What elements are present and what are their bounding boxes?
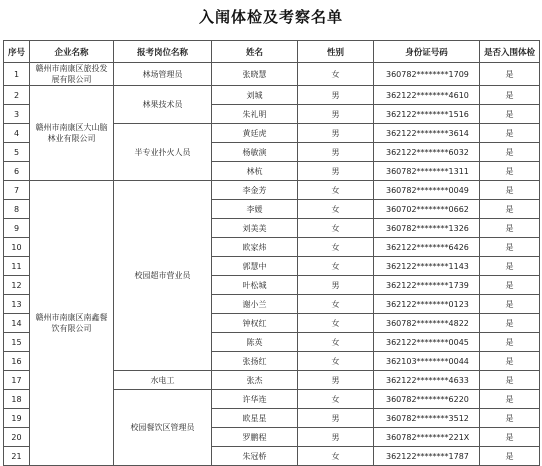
- id-cell: 360782********1311: [374, 162, 480, 181]
- gender-cell: 男: [298, 124, 374, 143]
- name-cell: 许华连: [212, 390, 298, 409]
- position-cell: 校园超市营业员: [114, 181, 212, 371]
- pass-cell: 是: [480, 428, 540, 447]
- row-no: 10: [4, 238, 30, 257]
- table-row: [4, 86, 540, 105]
- row-no: 18: [4, 390, 30, 409]
- position-cell: 林场管理员: [114, 63, 212, 86]
- row-no: 4: [4, 124, 30, 143]
- row-no: 9: [4, 219, 30, 238]
- pass-cell: 是: [480, 200, 540, 219]
- id-cell: 360702********0662: [374, 200, 480, 219]
- pass-cell: 是: [480, 352, 540, 371]
- pass-cell: 是: [480, 162, 540, 181]
- header-id: 身份证号码: [374, 41, 480, 63]
- pass-cell: 是: [480, 105, 540, 124]
- row-no: 5: [4, 143, 30, 162]
- name-cell: 刘美美: [212, 219, 298, 238]
- row-no: 1: [4, 63, 30, 86]
- gender-cell: 男: [298, 162, 374, 181]
- row-no: 21: [4, 447, 30, 466]
- pass-cell: 是: [480, 371, 540, 390]
- pass-cell: 是: [480, 181, 540, 200]
- row-no: 13: [4, 295, 30, 314]
- row-no: 17: [4, 371, 30, 390]
- id-cell: 362122********1787: [374, 447, 480, 466]
- name-cell: 陈英: [212, 333, 298, 352]
- name-cell: 林杭: [212, 162, 298, 181]
- pass-cell: 是: [480, 276, 540, 295]
- name-cell: 叶松城: [212, 276, 298, 295]
- pass-cell: 是: [480, 295, 540, 314]
- pass-cell: 是: [480, 86, 540, 105]
- table-row: [4, 63, 540, 86]
- name-cell: 张扬红: [212, 352, 298, 371]
- row-no: 6: [4, 162, 30, 181]
- row-no: 16: [4, 352, 30, 371]
- name-cell: 朱冠桥: [212, 447, 298, 466]
- id-cell: 362122********4610: [374, 86, 480, 105]
- id-cell: 362122********1143: [374, 257, 480, 276]
- name-cell: 郭慧中: [212, 257, 298, 276]
- gender-cell: 男: [298, 371, 374, 390]
- name-cell: 钟权红: [212, 314, 298, 333]
- company-cell: 赣州市南康区大山脑林业有限公司: [30, 86, 114, 181]
- pass-cell: 是: [480, 63, 540, 86]
- gender-cell: 男: [298, 428, 374, 447]
- id-cell: 362122********4633: [374, 371, 480, 390]
- id-cell: 360782********0049: [374, 181, 480, 200]
- company-cell: 赣州市南康区南鑫餐饮有限公司: [30, 181, 114, 466]
- id-cell: 362122********0045: [374, 333, 480, 352]
- name-cell: 李金芳: [212, 181, 298, 200]
- name-cell: 杨敏演: [212, 143, 298, 162]
- name-cell: 张杰: [212, 371, 298, 390]
- gender-cell: 男: [298, 143, 374, 162]
- name-cell: 张晓慧: [212, 63, 298, 86]
- pass-cell: 是: [480, 409, 540, 428]
- row-no: 8: [4, 200, 30, 219]
- id-cell: 362122********1739: [374, 276, 480, 295]
- pass-cell: 是: [480, 390, 540, 409]
- company-cell: 赣州市南康区旅投发展有限公司: [30, 63, 114, 86]
- id-cell: 362122********1516: [374, 105, 480, 124]
- pass-cell: 是: [480, 447, 540, 466]
- gender-cell: 女: [298, 352, 374, 371]
- name-cell: 欧家炜: [212, 238, 298, 257]
- pass-cell: 是: [480, 124, 540, 143]
- id-cell: 360782********6220: [374, 390, 480, 409]
- position-cell: 林果技术员: [114, 86, 212, 124]
- header-no: 序号: [4, 41, 30, 63]
- header-company: 企业名称: [30, 41, 114, 63]
- gender-cell: 女: [298, 63, 374, 86]
- pass-cell: 是: [480, 333, 540, 352]
- position-cell: 水电工: [114, 371, 212, 390]
- gender-cell: 女: [298, 333, 374, 352]
- gender-cell: 女: [298, 447, 374, 466]
- name-cell: 刘城: [212, 86, 298, 105]
- name-cell: 李媛: [212, 200, 298, 219]
- gender-cell: 女: [298, 390, 374, 409]
- id-cell: 362122********0123: [374, 295, 480, 314]
- row-no: 2: [4, 86, 30, 105]
- id-cell: 362122********6426: [374, 238, 480, 257]
- name-cell: 欧星星: [212, 409, 298, 428]
- gender-cell: 男: [298, 105, 374, 124]
- candidate-table: [3, 40, 540, 466]
- gender-cell: 女: [298, 238, 374, 257]
- gender-cell: 女: [298, 314, 374, 333]
- position-cell: 校园餐饮区管理员: [114, 390, 212, 466]
- name-cell: 罗鹏程: [212, 428, 298, 447]
- gender-cell: 女: [298, 219, 374, 238]
- gender-cell: 男: [298, 276, 374, 295]
- row-no: 3: [4, 105, 30, 124]
- header-pass: 是否入围体检: [480, 41, 540, 63]
- position-cell: 半专业扑火人员: [114, 124, 212, 181]
- header-gender: 性别: [298, 41, 374, 63]
- gender-cell: 女: [298, 295, 374, 314]
- id-cell: 362122********3614: [374, 124, 480, 143]
- gender-cell: 女: [298, 200, 374, 219]
- id-cell: 362122********6032: [374, 143, 480, 162]
- row-no: 11: [4, 257, 30, 276]
- id-cell: 360782********221X: [374, 428, 480, 447]
- row-no: 20: [4, 428, 30, 447]
- row-no: 12: [4, 276, 30, 295]
- row-no: 7: [4, 181, 30, 200]
- row-no: 15: [4, 333, 30, 352]
- header-row: [4, 41, 540, 63]
- id-cell: 360782********4822: [374, 314, 480, 333]
- name-cell: 朱礼明: [212, 105, 298, 124]
- id-cell: 360782********3512: [374, 409, 480, 428]
- id-cell: 360782********1326: [374, 219, 480, 238]
- id-cell: 360782********1709: [374, 63, 480, 86]
- row-no: 14: [4, 314, 30, 333]
- gender-cell: 女: [298, 257, 374, 276]
- row-no: 19: [4, 409, 30, 428]
- gender-cell: 男: [298, 409, 374, 428]
- id-cell: 362103********0044: [374, 352, 480, 371]
- pass-cell: 是: [480, 219, 540, 238]
- pass-cell: 是: [480, 257, 540, 276]
- page-title: 入闱体检及考察名单: [198, 8, 343, 26]
- name-cell: 黄廷虎: [212, 124, 298, 143]
- table-row: [4, 181, 540, 200]
- gender-cell: 男: [298, 86, 374, 105]
- pass-cell: 是: [480, 314, 540, 333]
- pass-cell: 是: [480, 238, 540, 257]
- header-name: 姓名: [212, 41, 298, 63]
- header-position: 报考岗位名称: [114, 41, 212, 63]
- gender-cell: 女: [298, 181, 374, 200]
- name-cell: 谢小兰: [212, 295, 298, 314]
- pass-cell: 是: [480, 143, 540, 162]
